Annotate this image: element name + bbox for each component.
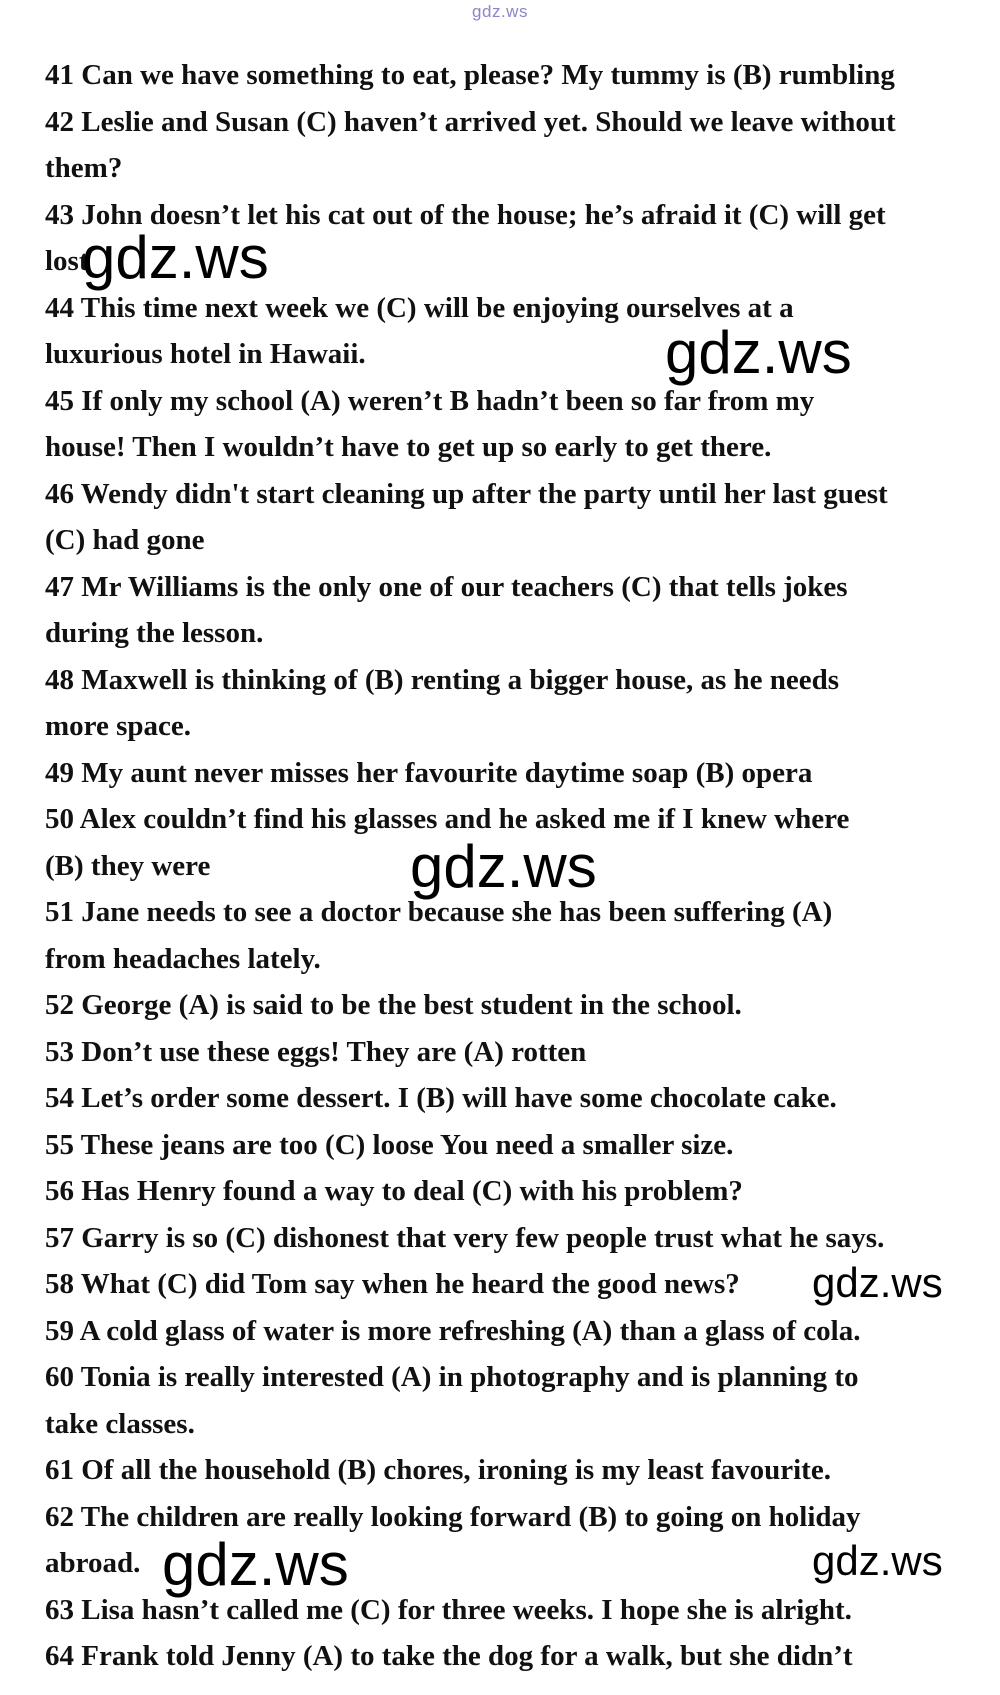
- text-line: 41 Can we have something to eat, please? My tummy is (B) rumbling: [45, 59, 895, 91]
- text-line: 64 Frank told Jenny (A) to take the dog for a walk, but she didn’t: [45, 1640, 853, 1672]
- text-line: 43 John doesn’t let his cat out of the house; he’s afraid it (C) will get: [45, 198, 886, 231]
- text-line: 49 My aunt never misses her favourite daytime soap (B) opera: [45, 756, 813, 789]
- watermark: gdz.ws: [665, 319, 852, 386]
- text-line: 45 If only my school (A) weren’t B hadn’t been so far from my: [45, 384, 815, 417]
- watermark: gdz.ws: [410, 833, 597, 900]
- text-line: 46 Wendy didn't start cleaning up after the party until her last guest: [45, 477, 888, 510]
- text-line: take classes.: [45, 1407, 195, 1440]
- text-line: luxurious hotel in Hawaii.: [45, 338, 366, 370]
- watermark: gdz.ws: [812, 1259, 943, 1306]
- text-line: 57 Garry is so (C) dishonest that very few people trust what he says.: [45, 1221, 885, 1254]
- text-line: lost: [45, 245, 89, 277]
- text-line: 42 Leslie and Susan (C) haven’t arrived yet. Should we leave without: [45, 105, 896, 138]
- text-line: during the lesson.: [45, 617, 264, 649]
- text-line: abroad.: [45, 1547, 141, 1579]
- text-line: 60 Tonia is really interested (A) in photography and is planning to: [45, 1361, 859, 1393]
- text-line: from headaches lately.: [45, 942, 321, 975]
- text-line: 59 A cold glass of water is more refreshing (A) than a glass of cola.: [45, 1314, 861, 1347]
- text-line: (B) they were: [45, 849, 211, 882]
- text-line: 52 George (A) is said to be the best student in the school.: [45, 989, 742, 1021]
- text-line: 51 Jane needs to see a doctor because she has been suffering (A): [45, 896, 833, 928]
- text-line: 44 This time next week we (C) will be enjoying ourselves at a: [45, 291, 794, 324]
- watermark: gdz.ws: [162, 1531, 349, 1598]
- text-line: 61 Of all the household (B) chores, ironing is my least favourite.: [45, 1454, 831, 1486]
- text-line: them?: [45, 152, 123, 184]
- watermark: gdz.ws: [82, 224, 269, 291]
- text-line: 48 Maxwell is thinking of (B) renting a bigger house, as he needs: [45, 663, 840, 696]
- text-line: 50 Alex couldn’t find his glasses and he asked me if I knew where: [45, 803, 850, 835]
- text-line: 47 Mr Williams is the only one of our teachers (C) that tells jokes: [45, 570, 848, 603]
- watermark: gdz.ws: [812, 1537, 943, 1584]
- text-line: 53 Don’t use these eggs! They are (A) rotten: [45, 1035, 587, 1068]
- text-line: more space.: [45, 710, 192, 742]
- text-line: 63 Lisa hasn’t called me (C) for three weeks. I hope she is alright.: [45, 1593, 852, 1626]
- text-line: (C) had gone: [45, 524, 205, 556]
- text-line: 58 What (C) did Tom say when he heard the good news?: [45, 1268, 740, 1300]
- text-line: house! Then I wouldn’t have to get up so early to get there.: [45, 431, 772, 463]
- text-line: 62 The children are really looking forward (B) to going on holiday: [45, 1500, 861, 1533]
- text-line: 54 Let’s order some dessert. I (B) will have some chocolate cake.: [45, 1082, 837, 1114]
- text-line: 56 Has Henry found a way to deal (C) with his problem?: [45, 1175, 743, 1207]
- text-line: 55 These jeans are too (C) loose You need a smaller size.: [45, 1128, 734, 1161]
- header-watermark: gdz.ws: [472, 2, 528, 21]
